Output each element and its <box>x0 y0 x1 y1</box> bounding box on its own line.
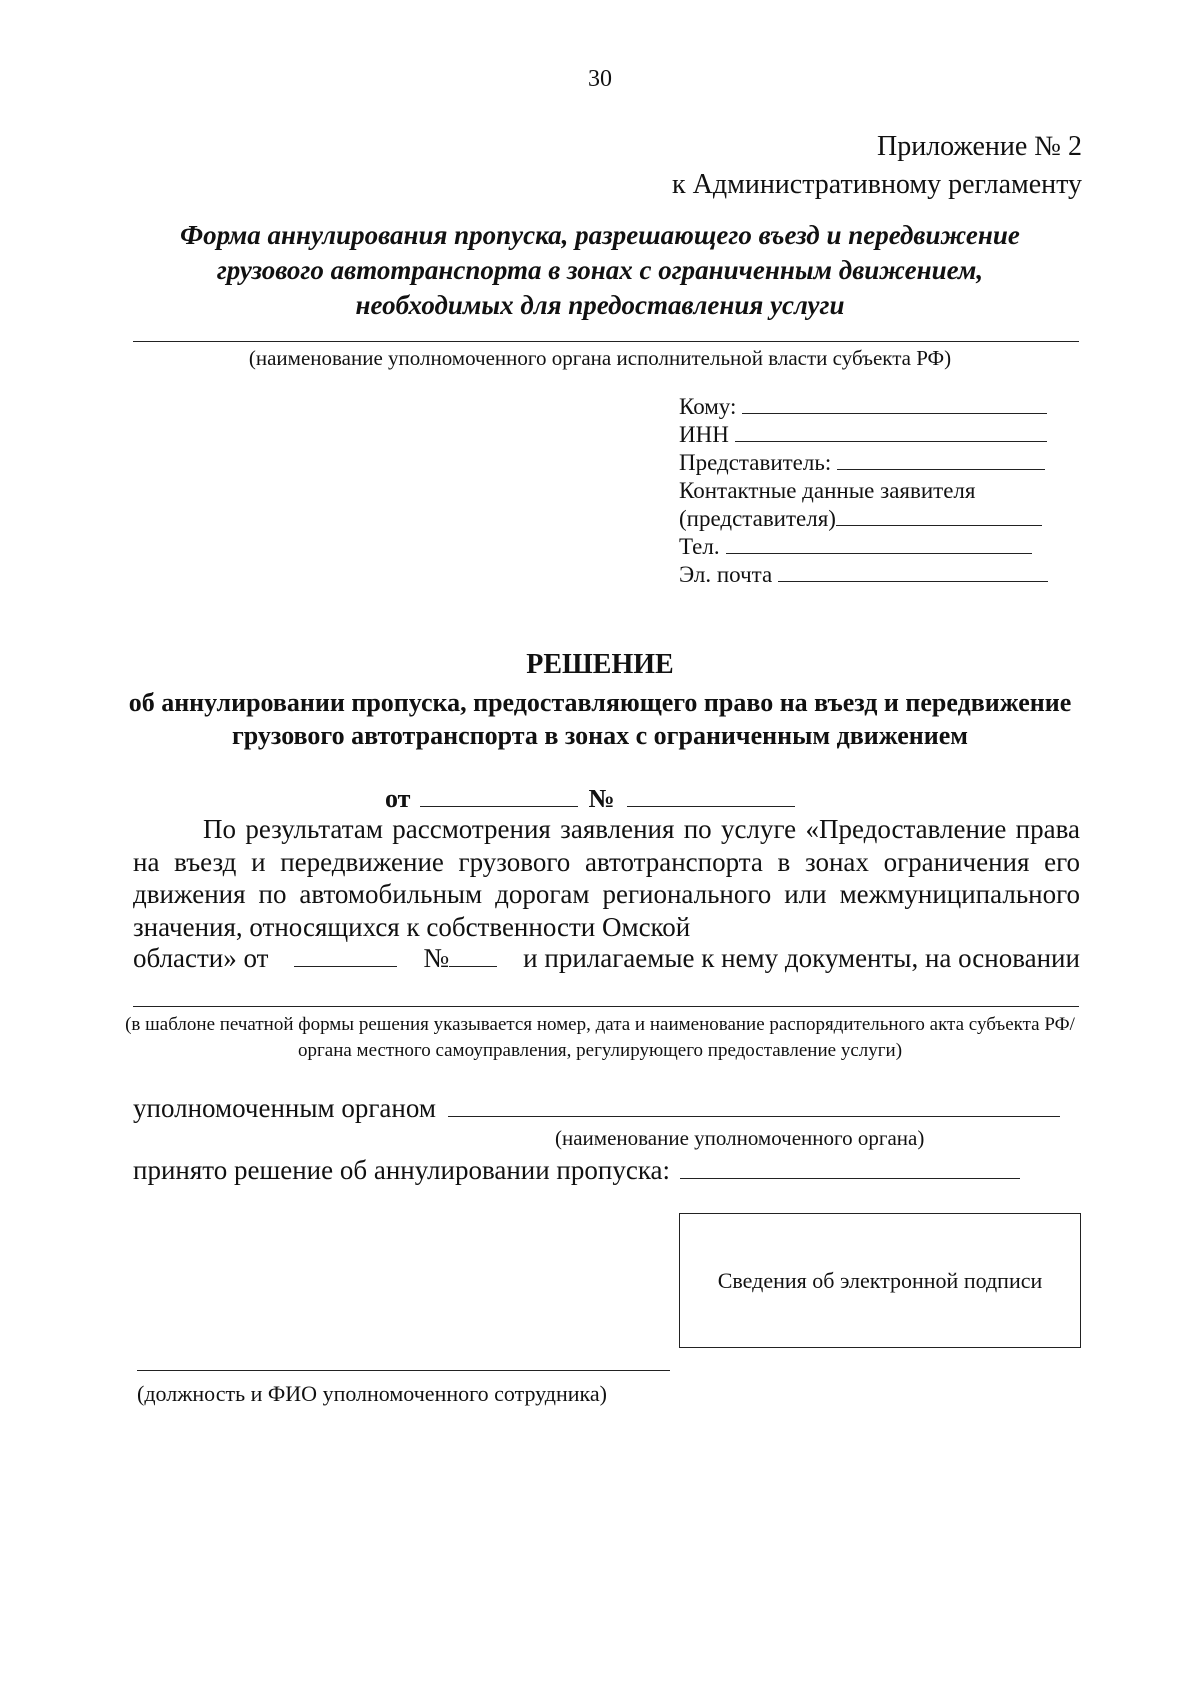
field-contacts-input[interactable] <box>836 505 1042 526</box>
field-contacts <box>679 477 1048 505</box>
application-date-input[interactable] <box>294 946 397 967</box>
appendix-regulation: к Административному регламенту <box>672 169 1082 200</box>
body-paragraph: По результатам рассмотрения заявления по услуге «Предоставление права на въезд и передвижение грузового автотранспорта в зонах ограничения его движения по автомобильным дорогам регионального или межмуниципального значения, относящихся к собственности Омской <box>133 814 1080 942</box>
field-to <box>679 393 1048 421</box>
organ-caption: (наименование уполномоченного органа) <box>555 1126 925 1150</box>
field-phone-label: Тел. <box>679 534 720 559</box>
page-number: 30 <box>588 66 612 92</box>
organ-label: уполномоченным органом <box>133 1093 436 1123</box>
field-to-label: Кому: <box>679 394 737 419</box>
field-inn-input[interactable] <box>735 421 1047 442</box>
appendix-number: Приложение № 2 <box>877 131 1082 162</box>
authority-line <box>133 341 1079 342</box>
organ-input[interactable] <box>448 1096 1060 1117</box>
field-to-input[interactable] <box>742 393 1047 414</box>
signature-box-label: Сведения об электронной подписи <box>717 1267 1043 1293</box>
act-line <box>133 1006 1079 1007</box>
decision-date-number <box>385 784 795 814</box>
field-contacts-label: Контактные данные заявителя <box>679 478 976 503</box>
field-representative-input[interactable] <box>837 449 1045 470</box>
application-number-label: № <box>423 943 450 973</box>
body-paragraph-last-line <box>133 943 1080 974</box>
field-inn <box>679 421 1048 449</box>
decision-subtitle: об аннулировании пропуска, предоставляющего право на въезд и передвижение грузового автотранспорта в зонах с ограниченным движением <box>128 688 1072 750</box>
application-from-label: области» от <box>133 943 269 973</box>
field-contacts-cont <box>679 505 1048 533</box>
field-phone-input[interactable] <box>726 533 1032 554</box>
signature-box <box>679 1213 1081 1348</box>
field-inn-label: ИНН <box>679 422 729 447</box>
organ-row <box>133 1093 1060 1124</box>
official-caption: (должность и ФИО уполномоченного сотрудника) <box>137 1381 607 1406</box>
decision-row <box>133 1155 1020 1186</box>
decision-from-label: от <box>385 784 411 813</box>
decision-date-input[interactable] <box>420 786 578 807</box>
field-contacts-cont-label: (представителя) <box>679 506 836 531</box>
decision-number-input[interactable] <box>627 786 795 807</box>
field-email <box>679 561 1048 589</box>
decision-title: РЕШЕНИЕ <box>526 649 674 680</box>
authority-caption: (наименование уполномоченного органа исполнительной власти субъекта РФ) <box>248 346 952 370</box>
field-phone <box>679 533 1048 561</box>
cancellation-input[interactable] <box>680 1158 1020 1179</box>
appendix-header <box>672 128 1082 204</box>
official-line <box>137 1370 670 1371</box>
form-title: Форма аннулирования пропуска, разрешающего въезд и передвижение грузового автотранспорта в зонах с ограниченным движением, необходимых для предоставления услуги <box>180 220 1020 320</box>
field-representative-label: Представитель: <box>679 450 832 475</box>
recipient-fields <box>679 393 1048 589</box>
application-number <box>423 943 497 974</box>
application-number-input[interactable] <box>449 946 497 967</box>
field-email-label: Эл. почта <box>679 562 773 587</box>
act-caption: (в шаблоне печатной формы решения указывается номер, дата и наименование распорядительного акта субъекта РФ/органа местного самоуправления, регулирующего предоставление услуги) <box>125 1014 1075 1061</box>
decision-number-label: № <box>588 784 615 813</box>
field-email-input[interactable] <box>778 561 1048 582</box>
field-representative <box>679 449 1048 477</box>
application-basis-text: и прилагаемые к нему документы, на основании <box>523 943 1080 973</box>
cancellation-label: принято решение об аннулировании пропуска: <box>133 1155 671 1185</box>
